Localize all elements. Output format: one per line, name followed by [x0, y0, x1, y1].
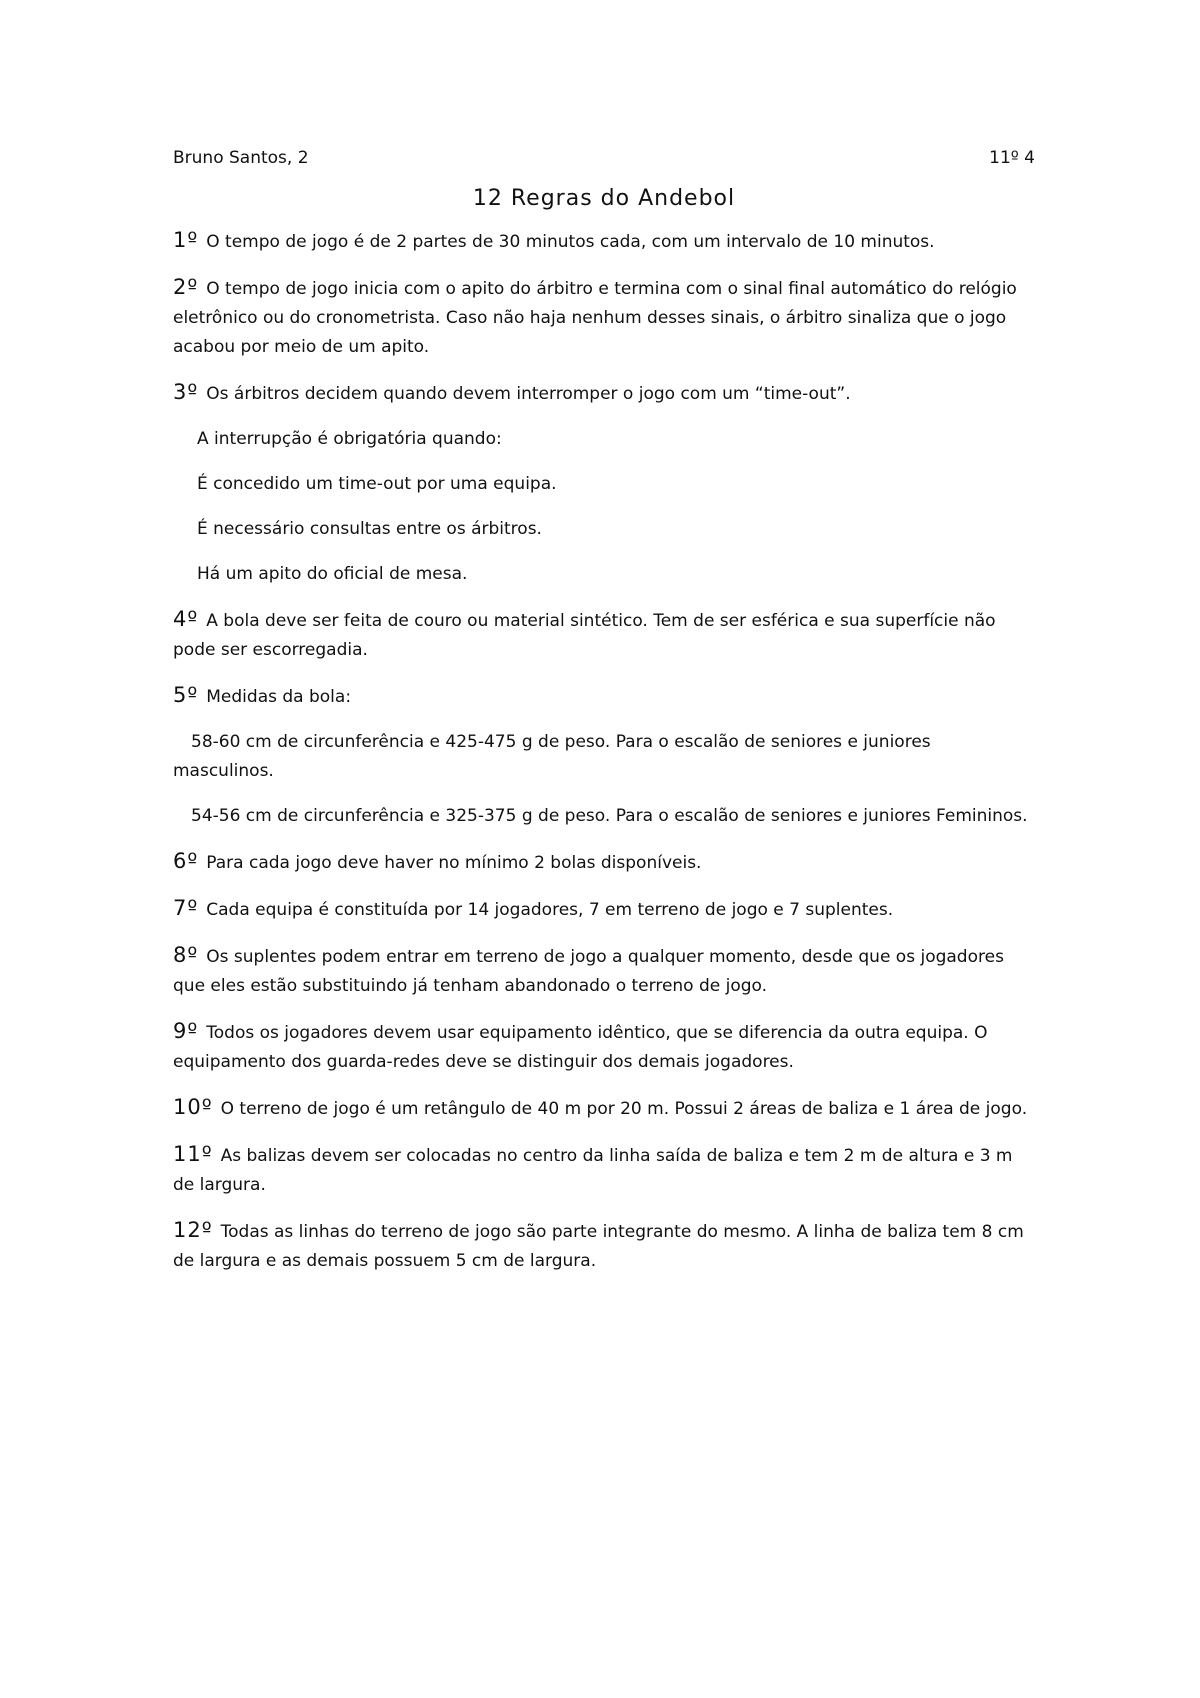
document-header: [173, 146, 1035, 170]
rule-number: 2º: [173, 275, 199, 299]
class-label: 11º 4: [989, 148, 1035, 168]
rule-number: 10º: [173, 1095, 213, 1119]
rule-12: [173, 1216, 1035, 1276]
rule-number: 8º: [173, 943, 199, 967]
rule-number: 3º: [173, 380, 199, 404]
rule-5-item: 58-60 cm de circunferência e 425-475 g de peso. Para o escalão de seniores e juniores masculinos.: [173, 732, 931, 781]
rule-text: Medidas da bola:: [206, 687, 352, 707]
rule-text: O tempo de jogo é de 2 partes de 30 minutos cada, com um intervalo de 10 minutos.: [206, 232, 935, 252]
rule-text: Os suplentes podem entrar em terreno de jogo a qualquer momento, desde que os jogadores que eles estão substituindo já tenham abandonado o terreno de jogo.: [173, 947, 1004, 996]
rule-text: Todas as linhas do terreno de jogo são parte integrante do mesmo. A linha de baliza tem 8 cm de largura e as demais possuem 5 cm de largura.: [173, 1222, 1024, 1271]
document-title: 12 Regras do Andebol: [472, 186, 736, 211]
rule-number: 4º: [173, 607, 199, 631]
rule-4: [173, 605, 1035, 665]
rule-3-item: É concedido um time-out por uma equipa.: [197, 474, 557, 494]
rule-3-item: Há um apito do oficial de mesa.: [197, 564, 468, 584]
rule-text: O terreno de jogo é um retângulo de 40 m por 20 m. Possui 2 áreas de baliza e 1 área de jogo.: [220, 1099, 1028, 1119]
rule-1: [173, 226, 1035, 257]
rule-number: 7º: [173, 896, 199, 920]
rule-number: 9º: [173, 1019, 199, 1043]
rule-number: 5º: [173, 683, 199, 707]
rule-11: [173, 1140, 1035, 1200]
rule-7: [173, 894, 1035, 925]
rule-3: [173, 378, 1035, 409]
document-page: [173, 146, 1035, 1292]
rule-text: Os árbitros decidem quando devem interromper o jogo com um “time-out”.: [206, 384, 851, 404]
rule-text: Para cada jogo deve haver no mínimo 2 bolas disponíveis.: [206, 853, 702, 873]
rule-8: [173, 941, 1035, 1001]
rule-5: [173, 681, 1035, 712]
rule-text: A bola deve ser feita de couro ou material sintético. Tem de ser esférica e sua superfície não pode ser escorregadia.: [173, 611, 996, 660]
rule-text: Cada equipa é constituída por 14 jogadores, 7 em terreno de jogo e 7 suplentes.: [206, 900, 894, 920]
rule-6: [173, 847, 1035, 878]
rule-9: [173, 1017, 1035, 1077]
rule-3-item: A interrupção é obrigatória quando:: [197, 429, 502, 449]
rule-text: Todos os jogadores devem usar equipamento idêntico, que se diferencia da outra equipa. O equipamento dos guarda-redes deve se distinguir dos demais jogadores.: [173, 1023, 988, 1072]
rule-10: [173, 1093, 1035, 1124]
rule-number: 1º: [173, 228, 199, 252]
rule-number: 12º: [173, 1218, 213, 1242]
rule-2: [173, 273, 1035, 362]
rule-text: As balizas devem ser colocadas no centro da linha saída de baliza e tem 2 m de altura e 3 m de largura.: [173, 1146, 1013, 1195]
rule-number: 11º: [173, 1142, 213, 1166]
rule-number: 6º: [173, 849, 199, 873]
rule-text: O tempo de jogo inicia com o apito do árbitro e termina com o sinal final automático do relógio eletrônico ou do cronometrista. Caso não haja nenhum desses sinais, o árbitro sinaliza que o jogo acabou por meio de um apito.: [173, 279, 1017, 357]
author-name: Bruno Santos, 2: [173, 148, 309, 168]
rule-3-item: É necessário consultas entre os árbitros.: [197, 519, 542, 539]
rule-5-item: 54-56 cm de circunferência e 325-375 g de peso. Para o escalão de seniores e juniores Femininos.: [191, 806, 1028, 826]
